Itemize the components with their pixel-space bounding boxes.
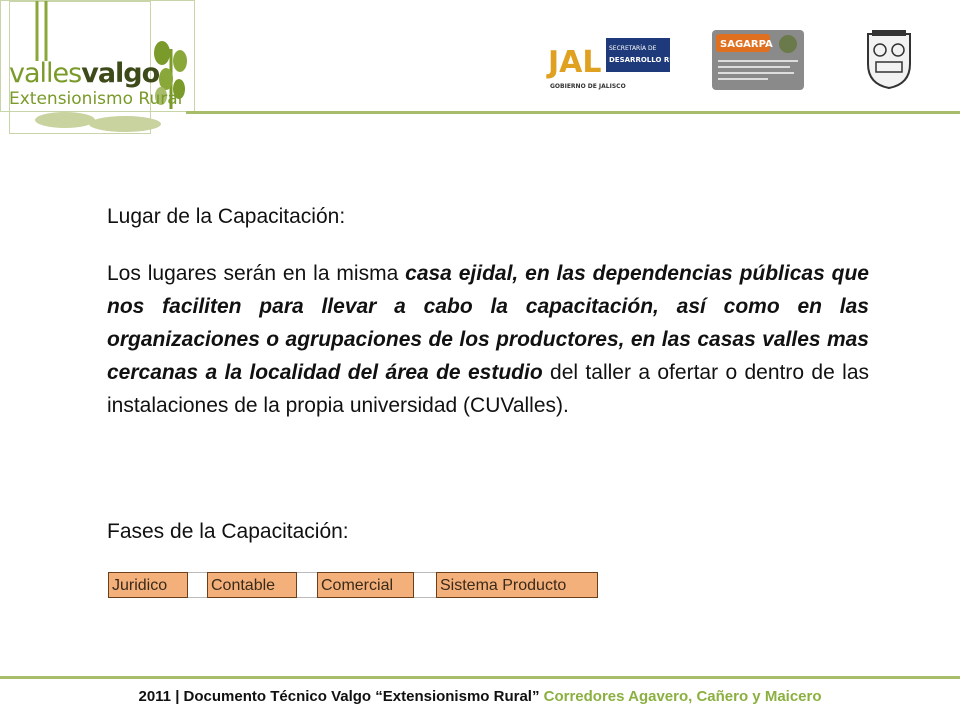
footer-subtitle: Corredores Agavero, Cañero y Maicero bbox=[539, 688, 822, 705]
sagarpa-logo-name: SAGARPA bbox=[720, 39, 773, 50]
jalisco-logo-line-3: GOBIERNO DE JALISCO bbox=[550, 83, 626, 90]
phase-contable: Contable bbox=[207, 572, 297, 598]
jalisco-logo-line-2: DESARROLLO RURAL bbox=[609, 56, 691, 64]
logo-subtitle: Extensionismo Rural bbox=[9, 89, 183, 109]
sagarpa-logo bbox=[712, 30, 804, 90]
paragraph-emphasis: casa ejidal, en las dependencias públicas que nos faciliten para llevar a cabo la capacitación, así como en las organizaciones o agrupaciones de los productores, en las casas valles mas cercanas a la localidad del área de estudio bbox=[107, 262, 869, 384]
footer-title: 2011 | Documento Técnico Valgo “Extensionismo Rural” bbox=[138, 688, 540, 705]
valles-valgo-logo bbox=[0, 0, 195, 112]
place-heading: Lugar de la Capacitación: bbox=[107, 205, 346, 228]
jalisco-desarrollo-rural-logo bbox=[548, 32, 691, 100]
logo-decorative-ovals bbox=[30, 110, 170, 134]
phase-sistema-producto: Sistema Producto bbox=[436, 572, 598, 598]
header-divider bbox=[186, 111, 960, 114]
paragraph-end: del taller a ofertar o dentro de las instalaciones de la propia universidad (CUValles). bbox=[107, 361, 869, 417]
phase-comercial: Comercial bbox=[317, 572, 414, 598]
phases-heading: Fases de la Capacitación: bbox=[107, 520, 349, 543]
footer bbox=[0, 688, 960, 705]
main-content bbox=[107, 200, 869, 422]
svg-text:JAL: JAL bbox=[548, 45, 602, 80]
logo-word-valgo: valgo bbox=[81, 58, 160, 89]
paragraph-intro: Los lugares serán en la misma bbox=[107, 262, 406, 285]
jalisco-logo-line-1: SECRETARÍA DE bbox=[609, 45, 657, 52]
footer-divider bbox=[0, 676, 960, 679]
place-paragraph bbox=[107, 257, 869, 422]
phase-connector bbox=[414, 572, 436, 598]
university-crest-icon bbox=[862, 28, 916, 90]
phase-connector bbox=[297, 572, 317, 598]
header bbox=[0, 0, 960, 135]
phase-juridico: Juridico bbox=[108, 572, 188, 598]
logo-wordmark bbox=[9, 59, 159, 89]
logo-word-valles: valles bbox=[9, 58, 82, 89]
phase-connector bbox=[188, 572, 207, 598]
